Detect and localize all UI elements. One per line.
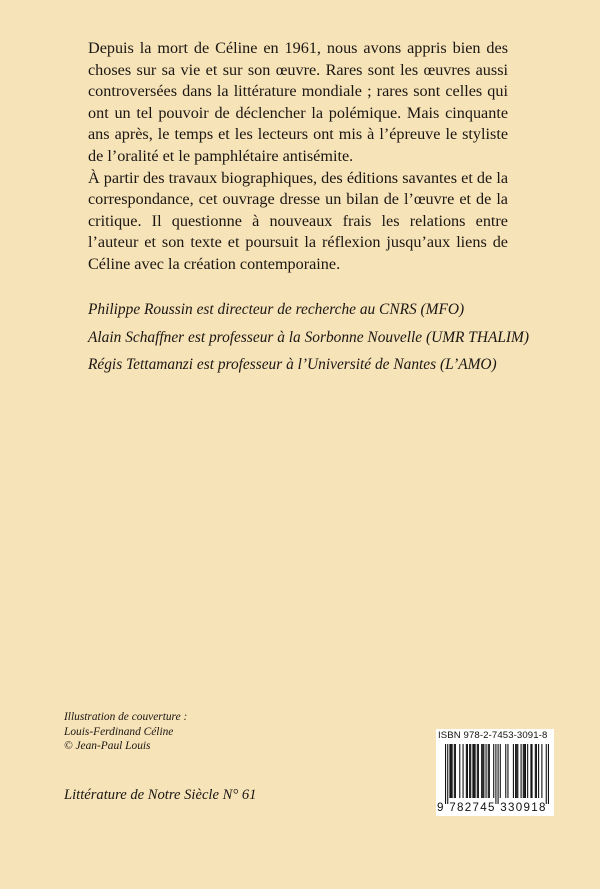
barcode-bar [452,744,453,798]
barcode-bar [531,744,532,798]
author-line-2: Alain Schaffner est professeur à la Sorbonne Nouvelle (UMR THALIM) [88,328,529,346]
barcode-bar [486,744,487,798]
credit-copyright: © Jean-Paul Louis [64,740,151,753]
blurb-paragraph-1: Depuis la mort de Céline en 1961, nous avons appris bien des choses sur sa vie et sur son œuvre. Rares sont les œuvres aussi controversées dans la littérature mondiale ; rares sont celles qui ont un tel pouvoir de déclencher la polémique. Mais cinquante ans après, le temps et les lecteurs ont mis à l’épreuve le styliste de l’oralité et le pamphlétaire antisémite. [88,39,508,165]
barcode-bar [481,744,482,798]
barcode-bar [473,744,474,798]
barcode-bar [478,744,479,798]
barcode-bar [530,744,531,798]
credit-label: Illustration de couverture : [64,711,188,723]
barcode-bar [470,744,471,798]
barcode-bar [472,744,473,798]
back-cover-blurb [88,38,508,276]
barcode-bar [507,744,508,798]
author-line-3: Régis Tettamanzi est professeur à l’Université de Nantes (L’AMO) [88,356,497,373]
barcode-bar [516,744,517,798]
barcode-bar [500,744,501,798]
barcode-bar [524,744,525,798]
credit-subject: Louis-Ferdinand Céline [64,725,174,738]
barcode-bar [454,744,455,798]
barcode-bar [489,744,490,798]
barcode-bar [505,744,506,798]
barcode-bar [536,744,537,798]
barcode-bar [517,744,518,798]
barcode-bars [445,744,549,804]
barcode-bar [488,744,489,798]
barcode-bar [475,744,476,798]
barcode-bar [493,744,494,798]
barcode-bar [535,744,536,798]
author-list [88,296,528,379]
barcode-bar [525,744,526,798]
barcode-bar [450,744,451,798]
barcode-bar [469,744,470,798]
isbn-barcode [436,729,554,816]
barcode-bar [445,744,446,804]
series-title: Littérature de Notre Siècle N° 61 [64,787,257,803]
barcode-bar [459,744,460,798]
author-line-1: Philippe Roussin est directeur de recherche au CNRS (MFO) [88,301,465,318]
ean-digits: 9 782745 330918 [437,801,547,814]
barcode-bar [477,744,478,798]
barcode-bar [538,744,539,798]
barcode-bar [527,744,528,798]
barcode-bar [467,744,468,798]
barcode-bar [483,744,484,798]
blurb-paragraph-2: À partir des travaux biographiques, des éditions savantes et de la correspondance, cet ouvrage dresse un bilan de l’œuvre et de la critique. Il questionne à nouveaux frais les relations entre l’auteur et son texte et poursuit la réflexion jusqu’aux liens de Céline avec la création contemporaine. [88,168,508,273]
barcode-bar [546,744,547,804]
barcode-bar [498,744,499,804]
barcode-bar [466,744,467,798]
barcode-bar [482,744,483,798]
cover-illustration-credit [64,710,187,754]
barcode-bar [495,744,496,804]
barcode-bar [521,744,522,798]
barcode-bar [515,744,516,798]
barcode-bar [449,744,450,798]
barcode-bar [463,744,464,798]
barcode-bar [513,744,514,798]
barcode-bar [523,744,524,798]
barcode-bar [455,744,456,798]
barcode-bar [548,744,549,804]
barcode-bar [447,744,448,804]
barcode-bar [541,744,542,798]
isbn-label: ISBN 978-2-7453-3091-8 [438,730,548,741]
